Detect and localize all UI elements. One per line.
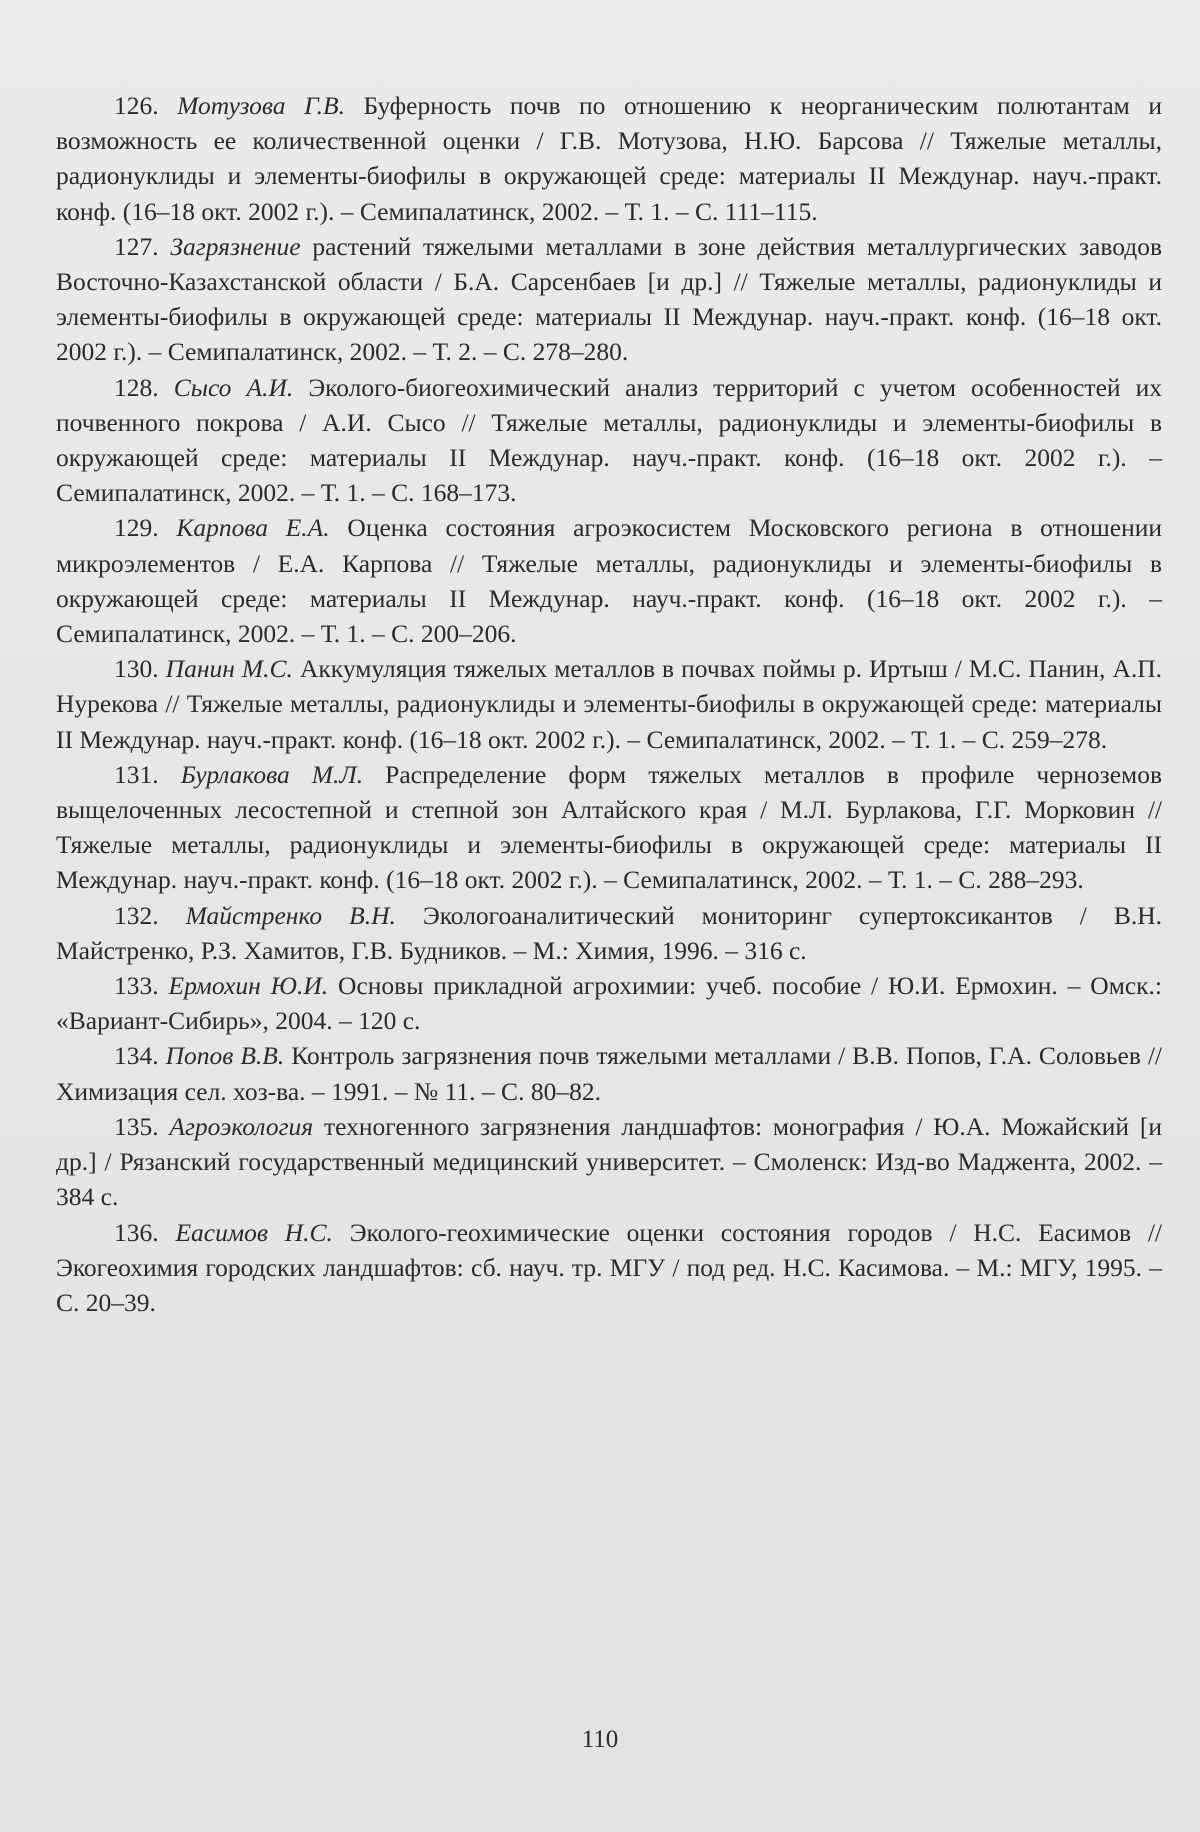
entry-number: 126. xyxy=(114,91,159,120)
entry-number: 129. xyxy=(114,513,159,543)
bibliography-entry xyxy=(56,88,1162,229)
bibliography-entry xyxy=(56,968,1162,1038)
entry-text: Экологоаналитический мониторинг супертоксикантов / В.Н. Майстренко, Р.З. Хамитов, Г.В. Будников. – М.: Химия, 1996. – 316 с. xyxy=(56,900,1163,965)
entry-text: Распределение форм тяжелых металлов в профиле черноземов выщелоченных лесостепной и степной зон Алтайского края / М.Л. Бурлакова, Г.Г. Морковин // Тяжелые металлы, радионуклиды и элементы-биофилы в окружающей среде: материалы II Междунар. науч.-практ. конф. (16–18 окт. 2002 г.). – Семипалатинск, 2002. – Т. 1. – С. 288–293. xyxy=(56,759,1162,895)
entry-author: Бурлакова М.Л. xyxy=(180,759,364,789)
bibliography-entry xyxy=(56,898,1162,968)
entry-text: Контроль загрязнения почв тяжелыми металлами / В.В. Попов, Г.А. Соловьев // Химизация сел. хоз-ва. – 1991. – № 11. – С. 80–82. xyxy=(56,1041,1163,1106)
entry-author: Попов В.В. xyxy=(165,1041,285,1071)
entry-number: 130. xyxy=(114,654,159,684)
entry-number: 133. xyxy=(114,971,159,1001)
entry-text: Буферность почв по отношению к неорганическим полютантам и возможность ее количественной оценки / Г.В. Мотузова, Н.Ю. Барсова // Тяжелые металлы, радионуклиды и элементы-биофилы в окружающей среде: материалы II Междунар. науч.-практ. конф. (16–18 окт. 2002 г.). – Семипалатинск, 2002. – Т. 1. – С. 111–115. xyxy=(56,91,1162,226)
bibliography-entry xyxy=(56,1109,1162,1215)
bibliography-entry xyxy=(56,510,1162,651)
bibliography-entry xyxy=(56,1215,1162,1321)
entry-author: Агроэкология xyxy=(169,1111,314,1141)
bibliography-entry xyxy=(56,229,1162,370)
bibliography-entry xyxy=(56,757,1162,898)
entry-text: Основы прикладной агрохимии: учеб. пособие / Ю.И. Ермохин. – Омск.: «Вариант-Сибирь», 2004. – 120 с. xyxy=(56,971,1163,1036)
entry-author: Панин М.С. xyxy=(165,654,293,684)
entry-author: Загрязнение xyxy=(170,231,301,261)
entry-text: Оценка состояния агроэкосистем Московского региона в отношении микроэлементов / Е.А. Карпова // Тяжелые металлы, радионуклиды и элементы-биофилы в окружающей среде: материалы II Междунар. науч.-практ. конф. (16–18 окт. 2002 г.). – Семипалатинск, 2002. – Т. 1. – С. 200–206. xyxy=(56,513,1163,649)
entry-number: 136. xyxy=(114,1217,159,1247)
entry-text: растений тяжелыми металлами в зоне действия металлургических заводов Восточно-Казахстанской области / Б.А. Сарсенбаев [и др.] // Тяжелые металлы, радионуклиды и элементы-биофилы в окружающей среде: материалы II Междунар. науч.-практ. конф. (16–18 окт. 2002 г.). – Семипалатинск, 2002. – Т. 2. – С. 278–280. xyxy=(56,231,1163,367)
entry-author: Еасимов Н.С. xyxy=(175,1217,333,1247)
entry-text: техногенного загрязнения ландшафтов: монография / Ю.А. Можайский [и др.] / Рязанский государственный медицинский университет. – Смоленск: Изд-во Маджента, 2002. – 384 с. xyxy=(56,1111,1162,1212)
bibliography-entry xyxy=(56,651,1162,757)
entry-number: 128. xyxy=(114,372,159,402)
entry-author: Карпова Е.А. xyxy=(176,513,330,543)
entry-author: Майстренко В.Н. xyxy=(185,900,396,930)
page-number: 110 xyxy=(581,1726,619,1753)
entry-number: 127. xyxy=(114,231,159,261)
entry-number: 131. xyxy=(114,759,159,789)
bibliography-entry xyxy=(56,370,1162,511)
entry-author: Мотузова Г.В. xyxy=(177,91,345,120)
entry-author: Ермохин Ю.И. xyxy=(168,971,329,1001)
entry-author: Сысо А.И. xyxy=(173,372,294,402)
entry-text: Аккумуляция тяжелых металлов в почвах поймы р. Иртыш / М.С. Панин, А.П. Нурекова // Тяжелые металлы, радионуклиды и элементы-биофилы в окружающей среде: материалы II Междунар. науч.-практ. конф. (16–18 окт. 2002 г.). – Семипалатинск, 2002. – Т. 1. – С. 259–278. xyxy=(56,654,1163,754)
entry-number: 134. xyxy=(114,1041,159,1071)
bibliography-list xyxy=(56,88,1162,1320)
entry-text: Эколого-геохимические оценки состояния городов / Н.С. Еасимов // Экогеохимия городских ландшафтов: сб. науч. тр. МГУ / под ред. Н.С. Касимова. – М.: МГУ, 1995. – С. 20–39. xyxy=(56,1217,1162,1317)
entry-number: 132. xyxy=(114,900,159,930)
bibliography-entry xyxy=(56,1038,1162,1108)
entry-text: Эколого-биогеохимический анализ территорий с учетом особенностей их почвенного покрова / А.И. Сысо // Тяжелые металлы, радионуклиды и элементы-биофилы в окружающей среде: материалы II Междунар. науч.-практ. конф. (16–18 окт. 2002 г.). – Семипалатинск, 2002. – Т. 1. – С. 168–173. xyxy=(56,372,1163,508)
entry-number: 135. xyxy=(114,1111,159,1141)
